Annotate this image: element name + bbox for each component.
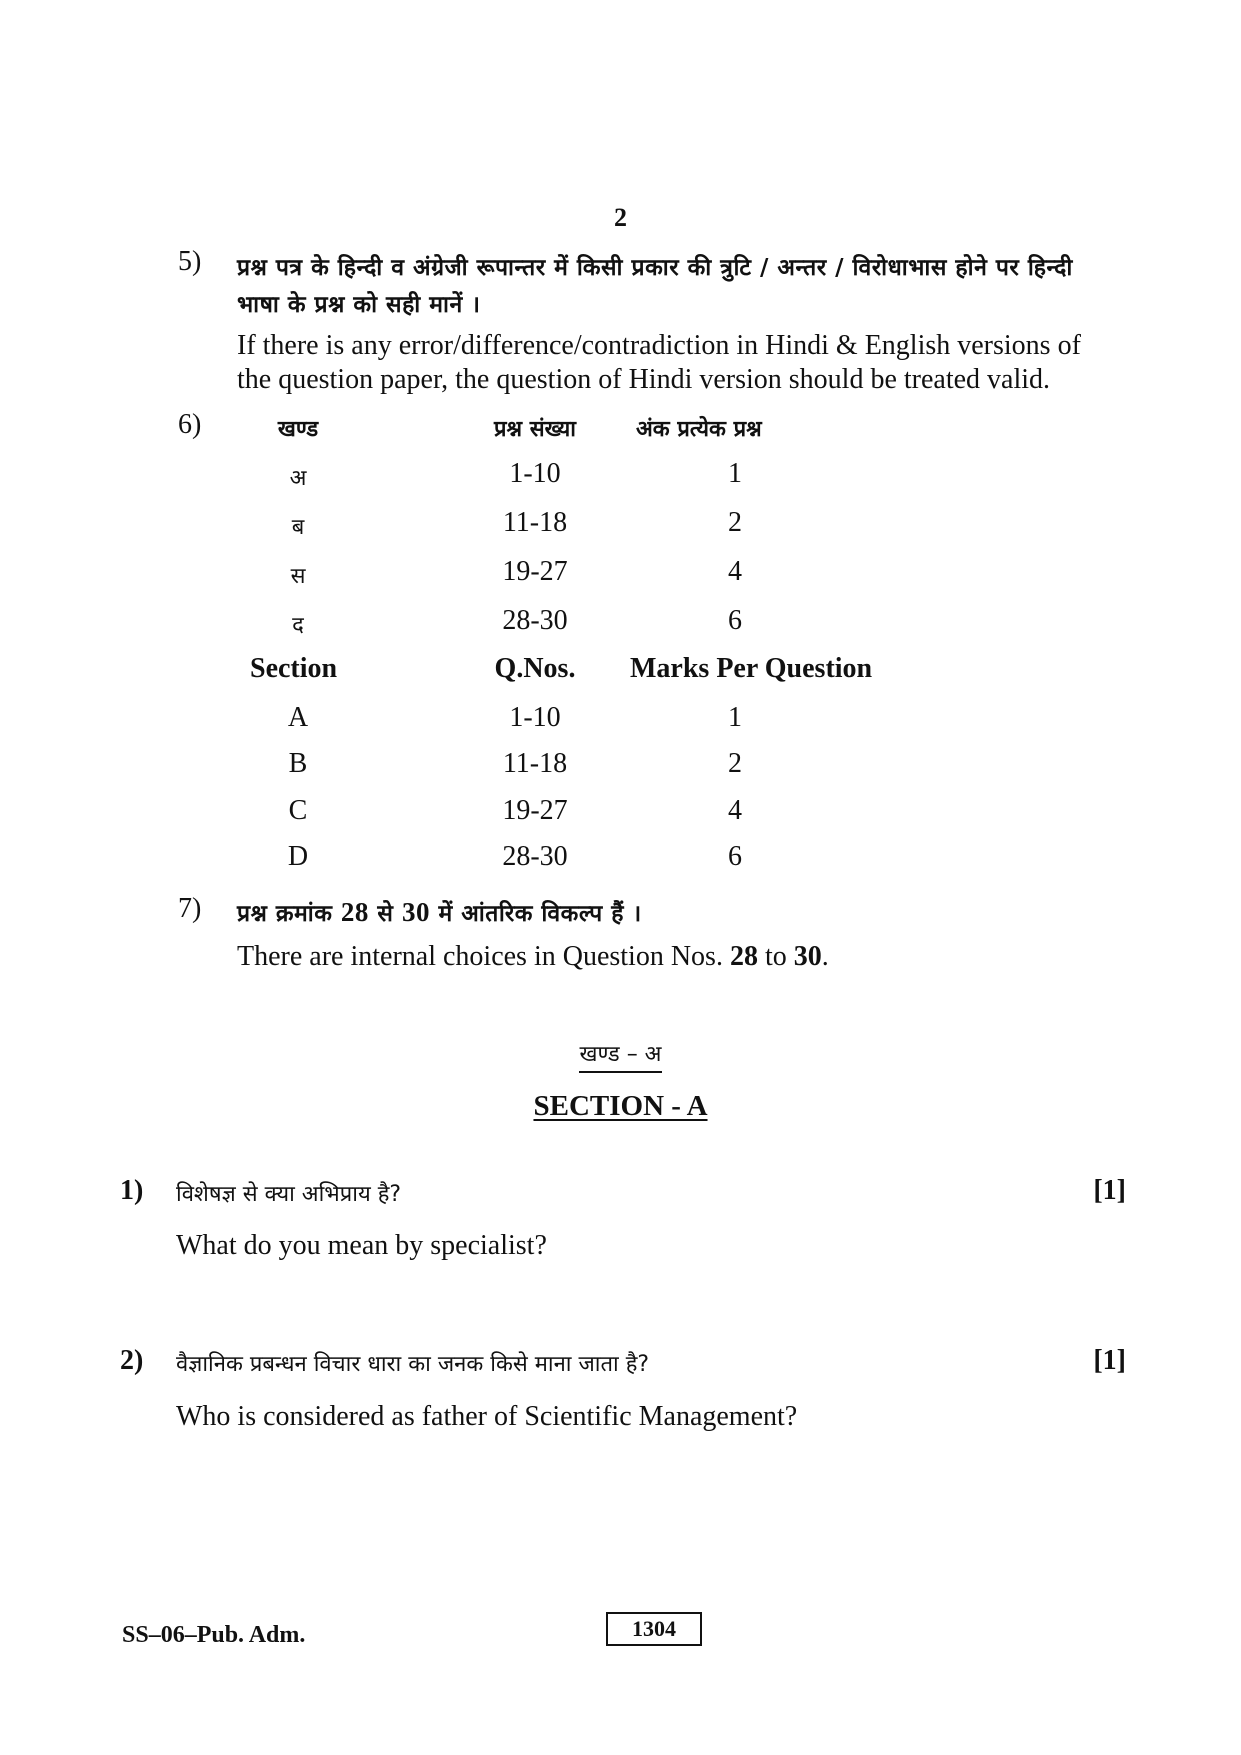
english-table-cell: B — [288, 748, 308, 779]
question-1-number: 1) — [120, 1175, 144, 1206]
english-table-cell: 28-30 — [502, 841, 568, 872]
hindi-table-cell: 2 — [728, 507, 742, 538]
hindi-table-cell: 11-18 — [502, 507, 568, 538]
question-1-marks: [1] — [1093, 1175, 1126, 1206]
footer-paper-code: SS–06–Pub. Adm. — [122, 1622, 306, 1648]
section-title-hindi: खण्ड – अ — [0, 1038, 1241, 1068]
english-table-cell: 1-10 — [509, 702, 561, 733]
hindi-table-cell: ब — [291, 515, 305, 540]
question-2-number: 2) — [120, 1345, 144, 1376]
english-table-cell: 2 — [728, 748, 742, 779]
instruction-5-hindi-line2: भाषा के प्रश्न को सही मानें । — [237, 292, 481, 318]
hindi-table-cell: द — [292, 613, 304, 638]
instruction-6-number: 6) — [178, 409, 202, 440]
english-table-cell: C — [288, 795, 308, 826]
hindi-table-cell: 4 — [728, 556, 742, 587]
english-table-header-marks: Marks Per Question — [630, 653, 873, 684]
section-title-english: SECTION - A — [533, 1090, 708, 1122]
english-table-header-section: Section — [250, 653, 338, 684]
hindi-table-header-section: खण्ड — [277, 417, 319, 442]
english-table-cell: 6 — [728, 841, 742, 872]
hindi-table-header-qnos: प्रश्न संख्या — [494, 417, 576, 442]
english-table-cell: 19-27 — [502, 795, 568, 826]
english-table-cell: 11-18 — [502, 748, 568, 779]
instruction-5-english-line2: the question paper, the question of Hindi version should be treated valid. — [237, 364, 1051, 395]
question-2-marks: [1] — [1093, 1345, 1126, 1376]
hindi-table-header-marks: अंक प्रत्येक प्रश्न — [636, 417, 762, 442]
instruction-7-english: There are internal choices in Question Nos. 28 to 30. — [237, 941, 829, 972]
hindi-table-cell: स — [290, 564, 306, 589]
question-1-english: What do you mean by specialist? — [176, 1230, 547, 1261]
question-2-english: Who is considered as father of Scientific Management? — [176, 1401, 798, 1432]
question-1-hindi: विशेषज्ञ से क्या अभिप्राय है? — [176, 1182, 402, 1207]
hindi-table-cell: 1-10 — [509, 458, 561, 489]
instruction-7-number: 7) — [178, 893, 202, 924]
footer-box-number: 1304 — [606, 1612, 702, 1646]
hindi-table-cell: अ — [289, 466, 307, 491]
instruction-5-hindi-line1: प्रश्न पत्र के हिन्दी व अंग्रेजी रूपान्तर में किसी प्रकार की त्रुटि / अन्तर / विरोधाभास होने पर हिन्दी — [237, 255, 1073, 281]
instruction-7-hindi: प्रश्न क्रमांक 28 से 30 में आंतरिक विकल्प हैं । — [237, 897, 642, 927]
instruction-5-number: 5) — [178, 246, 202, 277]
question-2-hindi: वैज्ञानिक प्रबन्धन विचार धारा का जनक किसे माना जाता है? — [176, 1352, 650, 1377]
hindi-table-cell: 28-30 — [502, 605, 568, 636]
hindi-table-cell: 6 — [728, 605, 742, 636]
english-table-cell: 1 — [728, 702, 742, 733]
page-number: 2 — [614, 203, 627, 232]
instruction-5-english-line1: If there is any error/difference/contradiction in Hindi & English versions of — [237, 330, 1081, 361]
english-table-cell: 4 — [728, 795, 742, 826]
hindi-table-cell: 19-27 — [502, 556, 568, 587]
hindi-table-cell: 1 — [728, 458, 742, 489]
english-table-cell: A — [287, 702, 309, 733]
english-table-cell: D — [287, 841, 309, 872]
english-table-header-qnos: Q.Nos. — [494, 653, 576, 684]
